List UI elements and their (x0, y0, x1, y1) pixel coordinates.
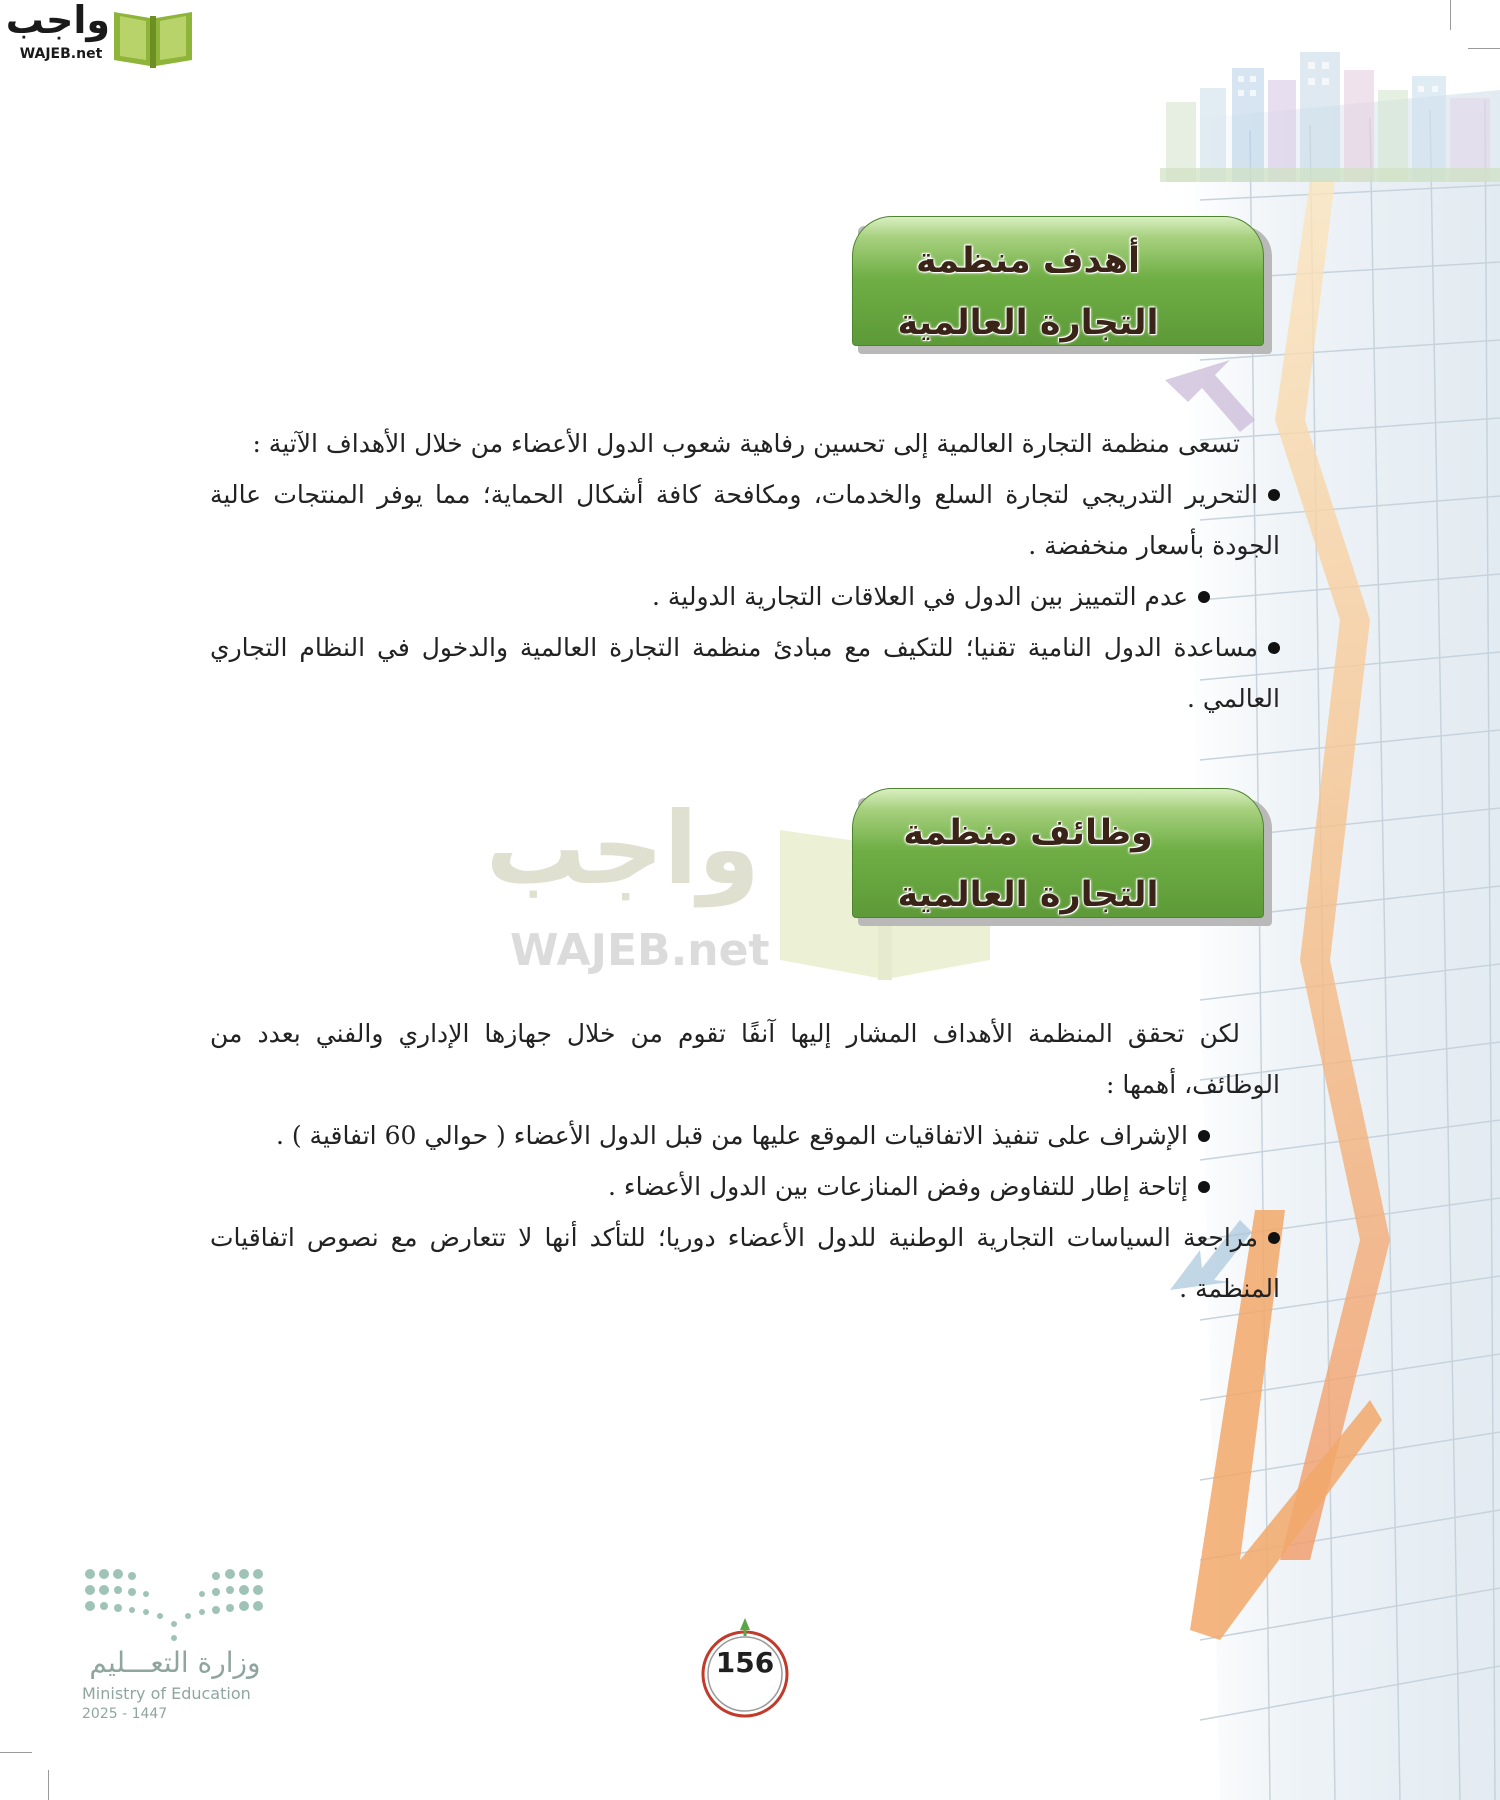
bullet-dot-icon (1268, 642, 1280, 654)
list-item (210, 1161, 1210, 1212)
heading-line-1: وظائف منظمة (903, 813, 1153, 853)
bullet-text: مساعدة الدول النامية تقنيا؛ للتكيف مع مبادئ منظمة التجارة العالمية والدخول في النظام التجاري العالمي . (210, 633, 1280, 713)
wajeb-logo[interactable] (5, 0, 190, 68)
ministry-of-education-logo (80, 1560, 280, 1730)
list-item (210, 622, 1280, 724)
heading-text (852, 802, 1204, 926)
ministry-arabic-name: وزارة التعـــليم (89, 1646, 261, 1679)
logo-english-text: WAJEB.net (19, 46, 103, 62)
bullet-text: التحرير التدريجي لتجارة السلع والخدمات، ومكافحة كافة أشكال الحماية؛ مما يوفر المنتجات عالية الجودة بأسعار منخفضة . (210, 480, 1280, 560)
list-item (210, 1110, 1210, 1161)
bullet-dot-icon (1198, 1181, 1210, 1193)
crop-mark (0, 1752, 32, 1753)
intro-text: لكن تحقق المنظمة الأهداف المشار إليها آنفًا تقوم من خلال جهازها الإداري والفني بعدد من الوظائف، أهمها : (210, 1019, 1280, 1099)
bullet-text: الإشراف على تنفيذ الاتفاقيات الموقع عليها من قبل الدول الأعضاء ( حوالي 60 اتفاقية ) . (275, 1121, 1188, 1150)
ministry-year: 2025 - 1447 (82, 1706, 168, 1722)
ministry-english-name: Ministry of Education (82, 1684, 251, 1703)
page-number-badge (696, 1618, 794, 1720)
intro-text: تسعى منظمة التجارة العالمية إلى تحسين رفاهية شعوب الدول الأعضاء من خلال الأهداف الآتية : (252, 429, 1240, 458)
bullet-dot-icon (1198, 1130, 1210, 1142)
section-heading-functions (852, 788, 1264, 918)
section-1-intro (210, 418, 1240, 469)
watermark-english-text: WAJEB.net (510, 925, 770, 976)
bullet-dot-icon (1268, 489, 1280, 501)
bullet-dot-icon (1268, 1232, 1280, 1244)
page-number: 156 (715, 1646, 775, 1679)
heading-line-2: التجارة العالمية (897, 303, 1159, 343)
book-icon (110, 6, 196, 68)
bullet-text: عدم التمييز بين الدول في العلاقات التجارية الدولية . (652, 582, 1188, 611)
logo-arabic-text: واجب (5, 0, 110, 42)
bullet-text: إتاحة إطار للتفاوض وفض المنازعات بين الدول الأعضاء . (607, 1172, 1188, 1201)
bullet-text: مراجعة السياسات التجارية الوطنية للدول الأعضاء دوريا؛ للتأكد أنها لا تتعارض مع نصوص اتفاقيات المنظمة . (210, 1223, 1280, 1303)
list-item (210, 1212, 1280, 1314)
city-skyline-illustration (1160, 40, 1500, 190)
crop-mark (48, 1770, 49, 1800)
heading-line-2: التجارة العالمية (897, 875, 1159, 915)
watermark-arabic-text: واجب (485, 790, 760, 907)
section-heading-goals (852, 216, 1264, 346)
list-item (210, 469, 1280, 571)
ministry-dots-icon (82, 1564, 268, 1644)
heading-line-1: أهدف منظمة (915, 241, 1141, 281)
list-item (210, 571, 1210, 622)
bullet-dot-icon (1198, 591, 1210, 603)
section-2-intro (210, 1008, 1280, 1110)
heading-text (852, 230, 1204, 354)
